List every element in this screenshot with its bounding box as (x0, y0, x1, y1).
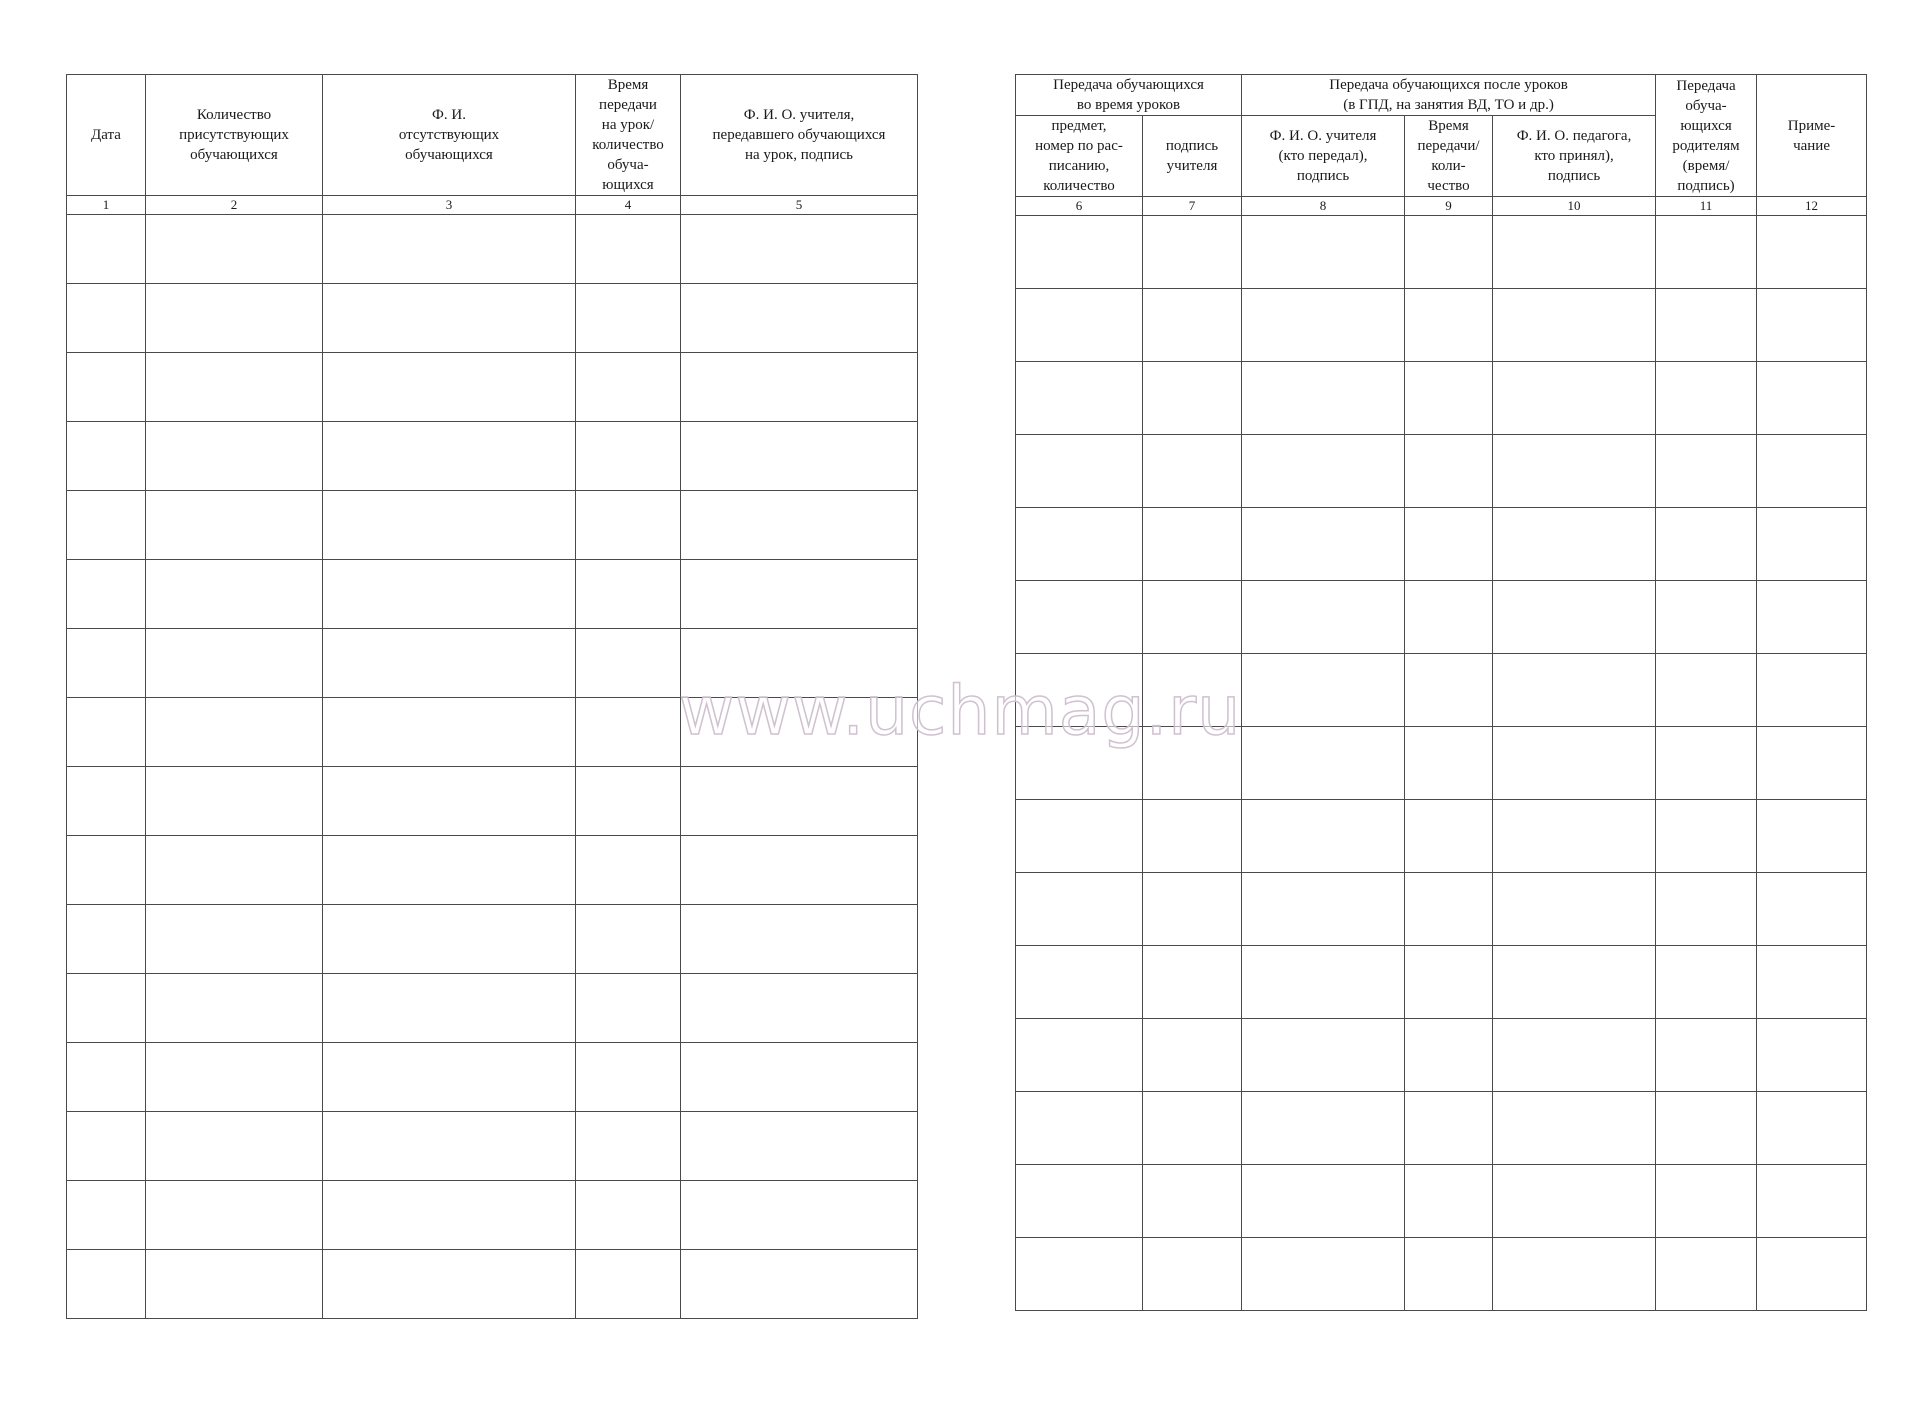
blank-cell (576, 905, 681, 974)
blank-cell (681, 491, 918, 560)
blank-cell (1493, 508, 1656, 581)
table-row (1016, 216, 1867, 289)
table-row (67, 974, 918, 1043)
blank-cell (576, 698, 681, 767)
table-row (67, 284, 918, 353)
blank-cell (67, 1181, 146, 1250)
blank-cell (146, 1043, 323, 1112)
blank-cell (67, 491, 146, 560)
blank-cell (323, 767, 576, 836)
blank-cell (67, 767, 146, 836)
blank-cell (146, 1181, 323, 1250)
column-number: 4 (576, 196, 681, 215)
table-row (67, 560, 918, 629)
column-number: 1 (67, 196, 146, 215)
header-during-lessons: Передача обучающихся во время уроков (1016, 75, 1242, 116)
column-number: 2 (146, 196, 323, 215)
table-row (1016, 727, 1867, 800)
blank-cell (1405, 946, 1493, 1019)
blank-cell (1757, 1092, 1867, 1165)
blank-cell (1405, 800, 1493, 873)
blank-cell (1757, 800, 1867, 873)
blank-cell (1493, 727, 1656, 800)
blank-cell (146, 560, 323, 629)
blank-cell (1656, 289, 1757, 362)
blank-cell (146, 284, 323, 353)
column-number: 11 (1656, 197, 1757, 216)
table-row (67, 1181, 918, 1250)
blank-cell (1143, 362, 1242, 435)
blank-cell (1143, 873, 1242, 946)
blank-cell (67, 629, 146, 698)
blank-cell (67, 1043, 146, 1112)
blank-cell (323, 698, 576, 767)
blank-cell (67, 698, 146, 767)
blank-cell (576, 215, 681, 284)
blank-cell (1016, 1165, 1143, 1238)
table-row (67, 905, 918, 974)
blank-cell (1656, 1238, 1757, 1311)
blank-cell (576, 1043, 681, 1112)
blank-cell (1405, 1238, 1493, 1311)
blank-cell (146, 974, 323, 1043)
blank-cell (1493, 873, 1656, 946)
column-number: 3 (323, 196, 576, 215)
blank-cell (1656, 1165, 1757, 1238)
blank-cell (1493, 654, 1656, 727)
blank-cell (1242, 800, 1405, 873)
blank-cell (1016, 654, 1143, 727)
blank-cell (323, 905, 576, 974)
header-teacher-received: Ф. И. О. педагога, кто принял), подпись (1493, 116, 1656, 197)
blank-cell (1016, 508, 1143, 581)
blank-cell (1493, 946, 1656, 1019)
blank-cell (1143, 654, 1242, 727)
blank-cell (323, 1043, 576, 1112)
blank-cell (576, 560, 681, 629)
blank-cell (1242, 946, 1405, 1019)
blank-cell (1757, 873, 1867, 946)
blank-cell (1143, 1238, 1242, 1311)
blank-cell (146, 1112, 323, 1181)
blank-cell (323, 215, 576, 284)
blank-cell (67, 560, 146, 629)
blank-cell (67, 353, 146, 422)
blank-cell (1656, 727, 1757, 800)
blank-cell (1405, 435, 1493, 508)
blank-cell (67, 284, 146, 353)
blank-cell (576, 836, 681, 905)
blank-cell (146, 767, 323, 836)
blank-cell (1493, 1238, 1656, 1311)
blank-cell (1656, 508, 1757, 581)
table-row (1016, 362, 1867, 435)
blank-cell (323, 1112, 576, 1181)
table-row (1016, 1165, 1867, 1238)
blank-cell (1757, 508, 1867, 581)
table-row (1016, 289, 1867, 362)
header-present-count: Количество присутствующих обучающихся (146, 75, 323, 196)
blank-cell (146, 422, 323, 491)
blank-cell (1757, 216, 1867, 289)
blank-cell (1405, 654, 1493, 727)
header-to-parents: Передача обуча- ющихся родителям (время/ подпись) (1656, 75, 1757, 197)
blank-cell (323, 284, 576, 353)
blank-cell (1016, 289, 1143, 362)
table-row (67, 836, 918, 905)
table-row (67, 767, 918, 836)
blank-cell (67, 215, 146, 284)
blank-cell (1757, 581, 1867, 654)
right-journal-table (1015, 74, 1867, 1311)
blank-cell (1493, 1165, 1656, 1238)
blank-cell (323, 353, 576, 422)
blank-cell (323, 1181, 576, 1250)
left-journal-table (66, 74, 918, 1319)
blank-cell (681, 353, 918, 422)
header-subject-number-count: предмет, номер по рас- писанию, количество (1016, 116, 1143, 197)
table-row (67, 629, 918, 698)
blank-cell (146, 1250, 323, 1319)
blank-cell (1242, 873, 1405, 946)
left-table-body (67, 215, 918, 1319)
blank-cell (1143, 1165, 1242, 1238)
blank-cell (1242, 435, 1405, 508)
column-number: 5 (681, 196, 918, 215)
blank-cell (1656, 1092, 1757, 1165)
right-number-row (1016, 197, 1867, 216)
blank-cell (1757, 1019, 1867, 1092)
table-row (67, 1112, 918, 1181)
blank-cell (681, 767, 918, 836)
blank-cell (1405, 727, 1493, 800)
blank-cell (1242, 1092, 1405, 1165)
blank-cell (323, 491, 576, 560)
blank-cell (681, 422, 918, 491)
blank-cell (1656, 216, 1757, 289)
blank-cell (1016, 1238, 1143, 1311)
blank-cell (1242, 1019, 1405, 1092)
column-number: 9 (1405, 197, 1493, 216)
left-number-row (67, 196, 918, 215)
blank-cell (576, 1181, 681, 1250)
column-number: 6 (1016, 197, 1143, 216)
table-row (67, 698, 918, 767)
blank-cell (681, 905, 918, 974)
blank-cell (576, 974, 681, 1043)
header-teacher-handed-over: Ф. И. О. учителя (кто передал), подпись (1242, 116, 1405, 197)
column-number: 7 (1143, 197, 1242, 216)
blank-cell (1493, 289, 1656, 362)
blank-cell (1016, 216, 1143, 289)
table-row (1016, 581, 1867, 654)
header-transfer-time: Время передачи на урок/ количество обуча- ющихся (576, 75, 681, 196)
table-row (1016, 654, 1867, 727)
table-row (67, 422, 918, 491)
blank-cell (146, 905, 323, 974)
blank-cell (1757, 289, 1867, 362)
blank-cell (1405, 581, 1493, 654)
blank-cell (576, 767, 681, 836)
blank-cell (146, 215, 323, 284)
left-header-row (67, 75, 918, 196)
blank-cell (1016, 435, 1143, 508)
blank-cell (1493, 435, 1656, 508)
blank-cell (1493, 581, 1656, 654)
table-row (1016, 800, 1867, 873)
blank-cell (1405, 508, 1493, 581)
blank-cell (146, 698, 323, 767)
blank-cell (681, 629, 918, 698)
blank-cell (323, 422, 576, 491)
blank-cell (1016, 727, 1143, 800)
blank-cell (323, 1250, 576, 1319)
watermark: www.uchmag.ru (678, 672, 1242, 751)
blank-cell (681, 284, 918, 353)
blank-cell (576, 1250, 681, 1319)
blank-cell (1143, 946, 1242, 1019)
blank-cell (576, 284, 681, 353)
blank-cell (1143, 800, 1242, 873)
table-row (67, 353, 918, 422)
blank-cell (1016, 362, 1143, 435)
blank-cell (1242, 216, 1405, 289)
blank-cell (576, 629, 681, 698)
blank-cell (1405, 1092, 1493, 1165)
blank-cell (1757, 727, 1867, 800)
blank-cell (1757, 435, 1867, 508)
blank-cell (1757, 1238, 1867, 1311)
blank-cell (1405, 873, 1493, 946)
header-date: Дата (67, 75, 146, 196)
blank-cell (1493, 800, 1656, 873)
blank-cell (1143, 581, 1242, 654)
blank-cell (1242, 508, 1405, 581)
blank-cell (1242, 654, 1405, 727)
blank-cell (1405, 289, 1493, 362)
table-row (67, 1043, 918, 1112)
blank-cell (576, 353, 681, 422)
right-group-header-row (1016, 75, 1867, 116)
blank-cell (681, 1250, 918, 1319)
blank-cell (1757, 654, 1867, 727)
blank-cell (1242, 1165, 1405, 1238)
table-row (1016, 1238, 1867, 1311)
blank-cell (1143, 727, 1242, 800)
blank-cell (681, 698, 918, 767)
blank-cell (323, 836, 576, 905)
blank-cell (1242, 581, 1405, 654)
blank-cell (1016, 946, 1143, 1019)
header-teacher-signature: подпись учителя (1143, 116, 1242, 197)
blank-cell (1405, 362, 1493, 435)
blank-cell (681, 974, 918, 1043)
blank-cell (1757, 362, 1867, 435)
blank-cell (1493, 216, 1656, 289)
blank-cell (1143, 435, 1242, 508)
blank-cell (323, 560, 576, 629)
table-row (1016, 435, 1867, 508)
header-transfer-time-count: Время передачи/ коли- чество (1405, 116, 1493, 197)
header-absent-names: Ф. И. отсутствующих обучающихся (323, 75, 576, 196)
blank-cell (1656, 873, 1757, 946)
blank-cell (67, 1112, 146, 1181)
blank-cell (1143, 1019, 1242, 1092)
blank-cell (323, 629, 576, 698)
blank-cell (1143, 289, 1242, 362)
blank-cell (67, 422, 146, 491)
blank-cell (1405, 216, 1493, 289)
header-note: Приме- чание (1757, 75, 1867, 197)
blank-cell (1656, 435, 1757, 508)
blank-cell (1143, 508, 1242, 581)
blank-cell (1656, 362, 1757, 435)
blank-cell (1757, 1165, 1867, 1238)
blank-cell (67, 905, 146, 974)
table-row (67, 491, 918, 560)
blank-cell (681, 1181, 918, 1250)
blank-cell (1493, 1019, 1656, 1092)
blank-cell (1143, 1092, 1242, 1165)
blank-cell (1405, 1019, 1493, 1092)
table-row (1016, 1019, 1867, 1092)
blank-cell (576, 1112, 681, 1181)
blank-cell (146, 491, 323, 560)
header-teacher-signature: Ф. И. О. учителя, передавшего обучающихся на урок, подпись (681, 75, 918, 196)
blank-cell (1016, 873, 1143, 946)
blank-cell (1656, 800, 1757, 873)
header-after-lessons: Передача обучающихся после уроков (в ГПД, на занятия ВД, ТО и др.) (1242, 75, 1656, 116)
blank-cell (1242, 1238, 1405, 1311)
blank-cell (681, 560, 918, 629)
blank-cell (1493, 362, 1656, 435)
column-number: 12 (1757, 197, 1867, 216)
table-row (1016, 873, 1867, 946)
blank-cell (67, 974, 146, 1043)
blank-cell (67, 836, 146, 905)
blank-cell (146, 353, 323, 422)
blank-cell (1242, 289, 1405, 362)
column-number: 8 (1242, 197, 1405, 216)
blank-cell (681, 215, 918, 284)
blank-cell (1016, 581, 1143, 654)
table-row (1016, 946, 1867, 1019)
blank-cell (1143, 216, 1242, 289)
blank-cell (1405, 1165, 1493, 1238)
blank-cell (67, 1250, 146, 1319)
blank-cell (576, 491, 681, 560)
blank-cell (1242, 362, 1405, 435)
blank-cell (146, 836, 323, 905)
blank-cell (1757, 946, 1867, 1019)
table-row (67, 215, 918, 284)
table-row (1016, 508, 1867, 581)
blank-cell (681, 836, 918, 905)
blank-cell (576, 422, 681, 491)
blank-cell (1016, 800, 1143, 873)
blank-cell (1016, 1019, 1143, 1092)
blank-cell (681, 1112, 918, 1181)
blank-cell (1242, 727, 1405, 800)
blank-cell (1016, 1092, 1143, 1165)
blank-cell (1493, 1092, 1656, 1165)
column-number: 10 (1493, 197, 1656, 216)
table-row (1016, 1092, 1867, 1165)
blank-cell (681, 1043, 918, 1112)
blank-cell (323, 974, 576, 1043)
blank-cell (1656, 581, 1757, 654)
right-table-body (1016, 216, 1867, 1311)
blank-cell (1656, 654, 1757, 727)
blank-cell (146, 629, 323, 698)
table-row (67, 1250, 918, 1319)
blank-cell (1656, 946, 1757, 1019)
blank-cell (1656, 1019, 1757, 1092)
